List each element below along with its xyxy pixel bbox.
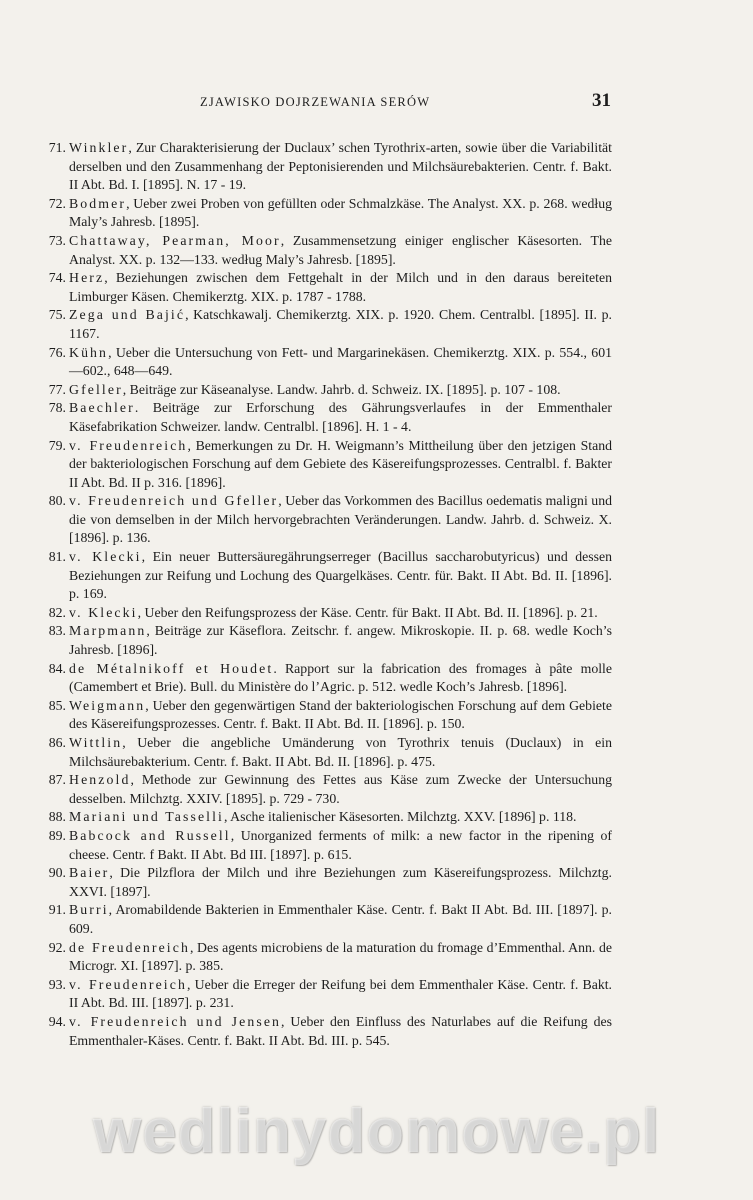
reference-entry — [32, 195, 612, 232]
reference-author: Weigmann — [69, 697, 146, 713]
reference-number: 91. — [48, 902, 66, 918]
reference-number: 92. — [48, 939, 66, 955]
reference-author: Zega und Bajić — [69, 307, 186, 323]
reference-text: , Bemerkungen zu Dr. H. Weigmann’s Mittheilung über den jetzigen Stand der bakteriologischen Forschung auf dem Gebiete des Käsereifungsprozesses. Centralbl. f. Bakter II Abt. Bd. II p. 316. [1896]. — [69, 437, 612, 490]
reference-text: , Ueber den Einfluss des Naturlabes auf die Reifung des Emmenthaler-Käses. Centr. f. Bakt. II Abt. Bd. III. p. 545. — [69, 1013, 612, 1048]
reference-entry — [32, 976, 612, 1013]
reference-number: 84. — [48, 660, 66, 676]
reference-author: v. Freudenreich und Gfeller — [69, 493, 279, 509]
reference-entry — [32, 492, 612, 548]
reference-entry — [32, 381, 612, 400]
reference-entry — [32, 827, 612, 864]
reference-text: , Beziehungen zwischen dem Fettgehalt in der Milch und in den daraus bereiteten Limburger Käsen. Chemikerztg. XIX. p. 1787 - 1788. — [69, 270, 612, 304]
reference-author: Herz — [69, 270, 105, 286]
reference-author: v. Freudenreich — [69, 437, 188, 453]
reference-author: Mariani und Tasselli — [69, 809, 224, 825]
reference-author: Chattaway, Pearman, Moor — [69, 232, 281, 248]
reference-author: Kühn — [69, 344, 109, 360]
reference-text: , Ueber zwei Proben von gefüllten oder Schmalzkäse. The Analyst. XX. p. 268. według Maly’s Jahresb. [1895]. — [69, 195, 612, 230]
reference-number: 71. — [48, 140, 66, 155]
reference-number: 83. — [48, 623, 66, 639]
reference-number: 94. — [48, 1013, 66, 1029]
reference-author: Bodmer — [69, 195, 127, 211]
reference-author: v. Freudenreich und Jensen — [69, 1013, 282, 1029]
reference-author: Baier — [69, 865, 110, 881]
reference-entry — [32, 864, 612, 901]
reference-author: Henzold — [69, 772, 131, 788]
reference-entry — [32, 399, 612, 436]
reference-text: , Des agents microbiens de la maturation du fromage d’Emmenthal. Ann. de Microgr. XI. [1897]. p. 385. — [69, 939, 612, 974]
running-head — [0, 90, 753, 112]
reference-entry — [32, 604, 612, 623]
reference-author: Burri — [69, 902, 109, 918]
reference-number: 72. — [48, 195, 66, 211]
reference-text: , Ueber das Vorkommen des Bacillus oedematis maligni und die von demselben in der Milch hervorgebrachten Veränderungen. Landw. Jahrb. d. Schweiz. X. [1896]. p. 136. — [69, 493, 613, 546]
reference-entry — [32, 901, 612, 938]
reference-number: 80. — [48, 493, 66, 509]
reference-author: Winkler — [69, 140, 129, 155]
reference-author: Gfeller — [69, 381, 123, 397]
reference-number: 77. — [48, 381, 66, 397]
reference-text: , Ueber den Reifungsprozess der Käse. Centr. für Bakt. II Abt. Bd. II. [1896]. p. 21. — [137, 604, 598, 620]
reference-number: 89. — [48, 827, 66, 843]
reference-number: 74. — [48, 270, 66, 286]
reference-number: 79. — [48, 437, 66, 453]
reference-text: , Zusammensetzung einiger englischer Käsesorten. The Analyst. XX. p. 132—133. według Maly’s Jahresb. [1895]. — [69, 232, 612, 267]
reference-entry — [32, 306, 612, 343]
reference-entry — [32, 771, 612, 808]
reference-number: 81. — [48, 549, 66, 565]
reference-author: v. Klecki — [69, 604, 138, 620]
reference-text: , Ueber die Erreger der Reifung bei dem Emmenthaler Käse. Centr. f. Bakt. II Abt. Bd. III. [1897]. p. 231. — [69, 976, 613, 1011]
reference-text: , Zur Charakterisierung der Duclaux’ schen Tyrothrix-arten, sowie über die Variabilität derselben und den Zusammenhang der Peptonisierenden und Milchsäurebakterien. Centr. f. Bakt. II Abt. Bd. I. [1895]. N. 17 - 19. — [69, 140, 612, 193]
reference-text: , Die Pilzflora der Milch und ihre Beziehungen zum Käsereifungsprozess. Milchztg. XXVI. [1897]. — [69, 865, 612, 899]
reference-author: Marpmann — [69, 623, 147, 639]
reference-text: , Ein neuer Buttersäuregährungserreger (Bacillus saccharobutyricus) und dessen Beziehungen zur Reifung und Lochung des Quargelkäses. Centr. für. Bakt. II Abt. Bd. II. [1896]. p. 169. — [69, 549, 613, 602]
reference-text: , Katschkawalj. Chemikerztg. XIX. p. 1920. Chem. Centralbl. [1895]. II. p. 1167. — [69, 307, 612, 341]
reference-entry — [32, 139, 612, 195]
reference-author: v. Freudenreich — [69, 976, 187, 992]
reference-number: 76. — [48, 344, 66, 360]
reference-entry — [32, 697, 612, 734]
reference-number: 82. — [48, 604, 66, 620]
page-number: 31 — [592, 90, 611, 111]
reference-text: , Asche italienischer Käsesorten. Milchztg. XXV. [1896] p. 118. — [223, 809, 577, 825]
reference-text: . Rapport sur la fabrication des fromages à pâte molle (Camembert et Brie). Bull. du Ministère do l’Agric. p. 512. wedle Koch’s Jahresb. [1896]. — [69, 660, 613, 695]
reference-entry — [32, 344, 612, 381]
reference-entry — [32, 437, 612, 493]
reference-entry — [32, 808, 612, 827]
reference-number: 93. — [48, 976, 66, 992]
reference-text: , Ueber die angebliche Umänderung von Tyrothrix tenuis (Duclaux) in ein Milchsäurebakterium. Centr. f. Bakt. II Abt. Bd. II. [1896]. p. 475. — [69, 735, 612, 769]
running-title: ZJAWISKO DOJRZEWANIA SERÓW — [200, 95, 431, 109]
reference-number: 90. — [48, 865, 66, 881]
reference-text: , Beiträge zur Käseflora. Zeitschr. f. angew. Mikroskopie. II. p. 68. wedle Koch’s Jahresb. [1896]. — [69, 623, 612, 658]
reference-entry — [32, 548, 612, 604]
reference-number: 87. — [48, 772, 66, 788]
reference-entry — [32, 232, 612, 269]
reference-author: Baechler — [69, 400, 135, 416]
reference-number: 85. — [48, 697, 66, 713]
reference-text: , Methode zur Gewinnung des Fettes aus Käse zum Zwecke der Untersuchung desselben. Milchztg. XXIV. [1895]. p. 729 - 730. — [69, 772, 612, 806]
reference-text: , Beiträge zur Käseanalyse. Landw. Jahrb. d. Schweiz. IX. [1895]. p. 107 - 108. — [122, 381, 561, 397]
watermark: wedlinydomowe.pl — [92, 1097, 661, 1166]
reference-text: , Aromabildende Bakterien in Emmenthaler Käse. Centr. f. Bakt II Abt. Bd. III. [1897]. p. 609. — [69, 902, 612, 936]
reference-entry — [32, 660, 612, 697]
reference-number: 88. — [48, 809, 66, 825]
reference-text: , Ueber den gegenwärtigen Stand der bakteriologischen Forschung auf dem Gebiete des Käsereifungsprozesses. Centr. f. Bakt. II Abt. Bd. II. [1896]. p. 150. — [69, 697, 612, 732]
reference-list — [32, 139, 612, 1050]
reference-number: 75. — [48, 307, 66, 323]
reference-author: de Métalnikoff et Houdet — [69, 660, 274, 676]
reference-entry — [32, 269, 612, 306]
reference-text: , Unorganized ferments of milk: a new factor in the ripening of cheese. Centr. f Bakt. II Abt. Bd III. [1897]. p. 615. — [69, 827, 612, 862]
reference-entry — [32, 622, 612, 659]
reference-number: 73. — [48, 232, 66, 248]
reference-author: v. Klecki — [69, 549, 142, 565]
reference-text: , Ueber die Untersuchung von Fett- und Margarinekäsen. Chemikerztg. XIX. p. 554., 601—602., 648—649. — [69, 344, 612, 379]
reference-author: de Freudenreich — [69, 939, 190, 955]
reference-number: 86. — [48, 735, 66, 750]
reference-author: Wittlin — [69, 735, 123, 750]
reference-text: . Beiträge zur Erforschung des Gährungsverlaufes in der Emmenthaler Käsefabrikation Schweizer. landw. Centralbl. [1896]. H. 1 - 4. — [69, 400, 612, 434]
reference-number: 78. — [48, 400, 66, 416]
reference-entry — [32, 1013, 612, 1050]
reference-entry — [32, 939, 612, 976]
reference-entry — [32, 734, 612, 771]
reference-author: Babcock and Russell — [69, 827, 231, 843]
